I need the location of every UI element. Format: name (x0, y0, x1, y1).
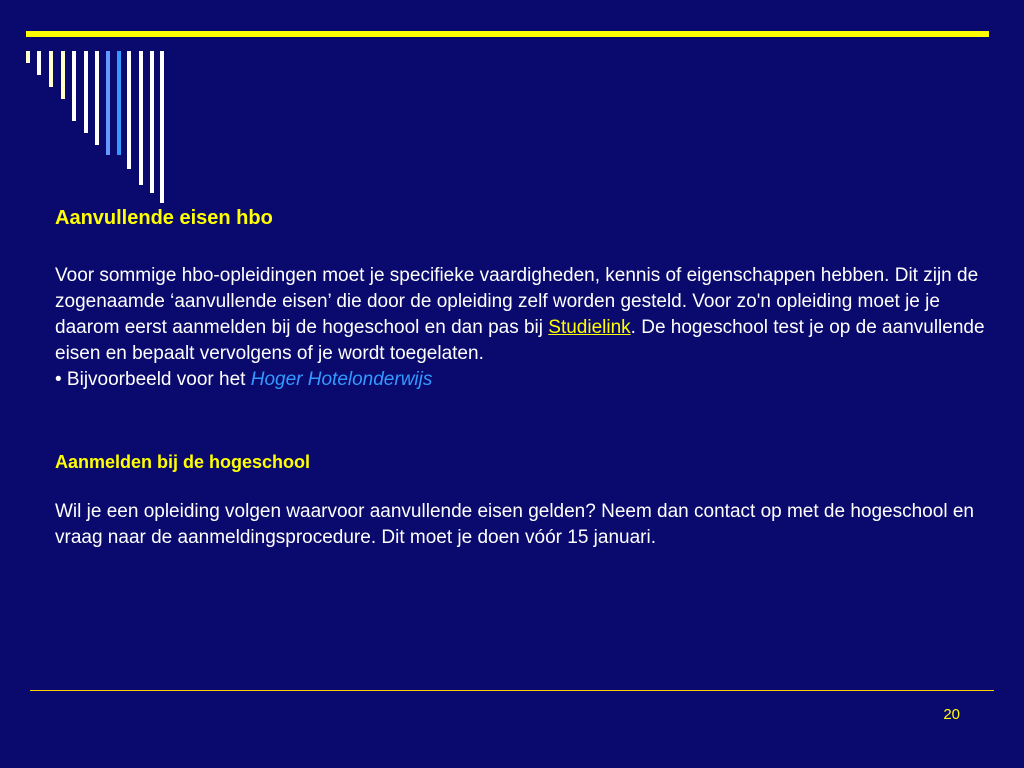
stripe (160, 51, 164, 203)
stripe (61, 51, 65, 99)
stripe (150, 51, 154, 193)
stripe (117, 51, 121, 155)
stripe (26, 51, 30, 63)
studielink-link[interactable]: Studielink (548, 317, 631, 338)
paragraph-text: . De hogeschool test je op de aanvullende eisen en bepaalt vervolgens of je wordt toegelaten. (55, 317, 985, 364)
top-decorative-rule (26, 31, 989, 37)
stripe (106, 51, 110, 155)
stripe (127, 51, 131, 169)
bullet-item (55, 367, 1000, 393)
bullet-text: • Bijvoorbeeld voor het (55, 369, 251, 390)
stripe (84, 51, 88, 133)
hoger-hotelonderwijs-link[interactable]: Hoger Hotelonderwijs (250, 369, 433, 390)
section-heading-aanvullende-eisen: Aanvullende eisen hbo (55, 207, 273, 229)
page-number: 20 (943, 706, 960, 723)
paragraph-text: Voor sommige hbo-opleidingen moet je specifieke vaardigheden, kennis of eigenschappen hebben. Dit zijn de zogenaamde ‘aanvullende eisen’ die door de opleiding zelf worden gesteld. Voor zo'n opleiding moet je je daarom eerst aanmelden bij de hogeschool en dan pas bij (55, 265, 979, 338)
section-paragraph (55, 263, 1000, 367)
section-heading-aanmelden: Aanmelden bij de hogeschool (55, 452, 311, 472)
stripe (95, 51, 99, 145)
stripe (139, 51, 143, 185)
stripe (37, 51, 41, 75)
stripe (72, 51, 76, 121)
slide-content (55, 205, 1000, 551)
stripe (49, 51, 53, 87)
section-paragraph: Wil je een opleiding volgen waarvoor aanvullende eisen gelden? Neem dan contact op met de hogeschool en vraag naar de aanmeldingsprocedure. Dit moet je doen vóór 15 januari. (55, 501, 974, 548)
bottom-rule (30, 690, 994, 691)
